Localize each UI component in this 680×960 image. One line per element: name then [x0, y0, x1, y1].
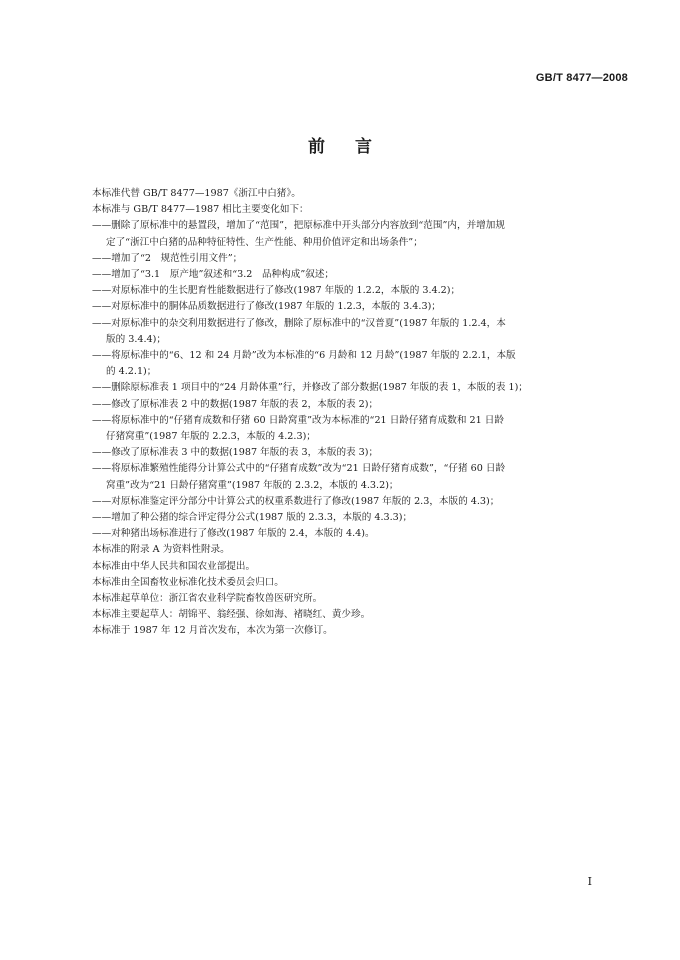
change-item	[92, 218, 612, 250]
intro-line: 本标准代替 GB/T 8477—1987《浙江中白猪》。	[92, 188, 301, 199]
change-line: ——删除了原标准中的悬置段，增加了“范围”，把原标准中开头部分内容放到“范围”内，并增加规	[92, 220, 505, 232]
closing-line: 本标准由全国畜牧业标准化技术委员会归口。	[92, 576, 284, 588]
change-item: ——修改了原标准表 3 中的数据(1987 年版的表 3，本版的表 3)；	[92, 447, 379, 459]
change-line: ——对原标准中的杂交利用数据进行了修改，删除了原标准中的“汉普夏”(1987 年版的 1.2.4，本	[92, 317, 506, 329]
change-item	[92, 413, 612, 445]
page-number: I	[587, 875, 592, 888]
change-line-continued: 仔猪窝重”(1987 年版的 2.2.3，本版的 4.2.3)；	[106, 431, 316, 443]
change-line-continued: 窝重”改为“21 日龄仔猪窝重”(1987 年版的 2.3.2，本版的 4.3.2)；	[106, 479, 399, 491]
change-line-continued: 的 4.2.1)；	[106, 366, 157, 378]
foreword-body	[92, 186, 612, 640]
closing-line: 本标准主要起草人：胡锦平、翁经强、徐如海、褚晓红、黄少珍。	[92, 609, 371, 621]
change-line: ——将原标准中的“6、12 和 24 月龄”改为本标准的“6 月龄和 12 月龄”(1987 年版的 2.2.1，本版	[92, 350, 516, 362]
change-item	[92, 348, 612, 380]
change-item	[92, 316, 612, 348]
change-line-continued: 版的 3.4.4)；	[106, 333, 166, 345]
change-line: ——将原标准中的“仔猪育成数和仔猪 60 日龄窝重”改为本标准的“21 日龄仔猪育成数和 21 日龄	[92, 414, 504, 426]
change-line: ——将原标准繁殖性能得分计算公式中的“仔猪育成数”改为“21 日龄仔猪育成数”，“仔猪 60 日龄	[92, 463, 506, 475]
change-item: ——对种猪出场标准进行了修改(1987 年版的 2.4，本版的 4.4)。	[92, 528, 375, 540]
page-title: 前言	[308, 137, 402, 157]
change-line-continued: 定了“浙江中白猪的品种特征特性、生产性能、种用价值评定和出场条件”；	[106, 236, 423, 248]
change-item: ——对原标准中的生长肥育性能数据进行了修改(1987 年版的 1.2.2，本版的 3.4.2)；	[92, 285, 461, 297]
change-item: ——增加了种公猪的综合评定得分公式(1987 版的 2.3.3，本版的 4.3.3)；	[92, 512, 413, 524]
closing-line: 本标准的附录 A 为资料性附录。	[92, 544, 230, 556]
intro-line: 本标准与 GB/T 8477—1987 相比主要变化如下：	[92, 204, 309, 216]
change-item: ——增加了“3.1 原产地”叙述和“3.2 品种构成”叙述；	[92, 269, 335, 281]
change-item	[92, 461, 612, 493]
closing-line: 本标准起草单位：浙江省农业科学院畜牧兽医研究所。	[92, 593, 323, 605]
standard-code: GB/T 8477—2008	[535, 72, 628, 84]
change-item: ——删除原标准表 1 项目中的“24 月龄体重”行，并修改了部分数据(1987 年版的表 1，本版的表 1)；	[92, 382, 528, 394]
change-item: ——对原标准中的胴体品质数据进行了修改(1987 年版的 1.2.3，本版的 3.4.3)；	[92, 301, 441, 313]
closing-line: 本标准于 1987 年 12 月首次发布，本次为第一次修订。	[92, 625, 333, 637]
closing-line: 本标准由中华人民共和国农业部提出。	[92, 560, 256, 572]
change-item: ——修改了原标准表 2 中的数据(1987 年版的表 2，本版的表 2)；	[92, 398, 379, 410]
change-item: ——对原标准鉴定评分部分中计算公式的权重系数进行了修改(1987 年版的 2.3，本版的 4.3)；	[92, 495, 500, 507]
change-item: ——增加了“2 规范性引用文件”；	[92, 252, 243, 264]
